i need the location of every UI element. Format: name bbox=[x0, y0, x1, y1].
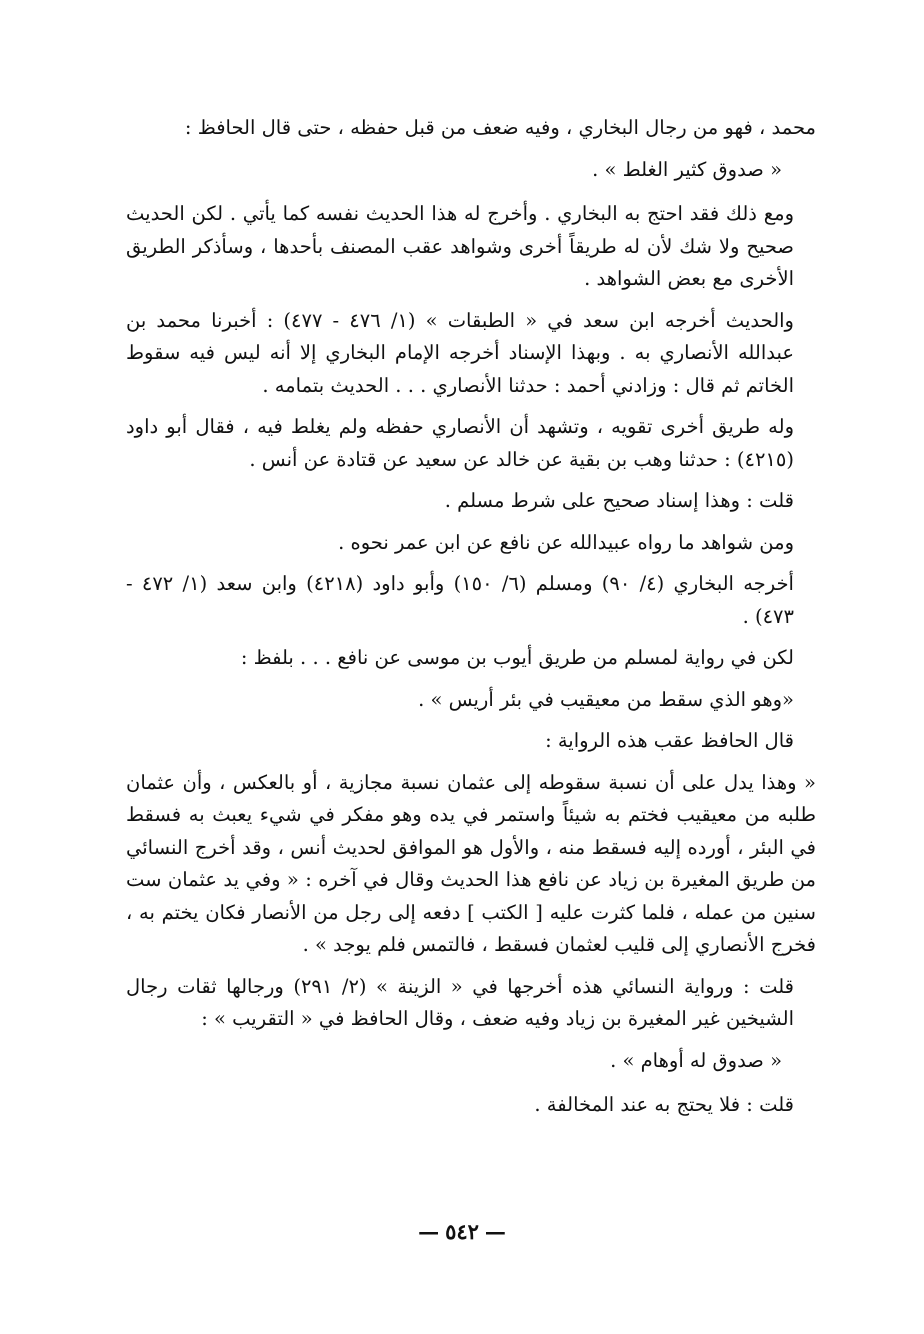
hafiz-quote-2: « صدوق له أوهام » . bbox=[610, 1048, 782, 1072]
paragraph-other-route: وله طريق أخرى تقويه ، وتشهد أن الأنصاري حفظه ولم يغلط فيه ، فقال أبو داود (٤٢١٥) : حدثنا وهب بن بقية عن خالد عن سعيد عن قتادة عن أنس . bbox=[126, 415, 794, 471]
paragraph-isnad-sahih: قلت : وهذا إسناد صحيح على شرط مسلم . bbox=[444, 489, 794, 512]
paragraph-conclusion: قلت : فلا يحتج به عند المخالفة . bbox=[534, 1093, 794, 1116]
paragraph-ibn-saad: والحديث أخرجه ابن سعد في « الطبقات » (١/ ٤٧٦ - ٤٧٧) : أخبرنا محمد بن عبدالله الأنصاري به . وبهذا الإسناد أخرجه الإمام البخاري إلا أنه ليس فيه سقوط الخاتم ثم قال : وزادني أحمد : حدثنا الأنصاري . . . الحديث بتمامه . bbox=[126, 308, 794, 397]
page-number-dash-left: — bbox=[484, 1219, 506, 1244]
paragraph-nasai-narration: قلت : ورواية النسائي هذه أخرجها في « الزينة » (٢/ ٢٩١) ورجالها ثقات رجال الشيخين غير المغيرة بن زياد وفيه ضعف ، وقال الحافظ في « التقريب » : bbox=[126, 974, 794, 1030]
paragraph-bukhari-note: ومع ذلك فقد احتج به البخاري . وأخرج له هذا الحديث نفسه كما يأتي . لكن الحديث صحيح ولا شك لأن له طريقاً أخرى وشواهد عقب المصنف بأحدها ، وسأذكر الطريق الأخرى مع بعض الشواهد . bbox=[126, 202, 794, 290]
hafiz-quote-1: « صدوق كثير الغلط » . bbox=[592, 157, 782, 181]
quote-bir-aris: «وهو الذي سقط من معيقيب في بئر أريس » . bbox=[418, 687, 794, 711]
paragraph-takhrij: أخرجه البخاري (٤/ ٩٠) ومسلم (٦/ ١٥٠) وأبو داود (٤٢١٨) وابن سعد (١/ ٤٧٢ - ٤٧٣) . bbox=[126, 572, 794, 628]
page-number-dash-right: — bbox=[418, 1219, 440, 1244]
page-number bbox=[0, 1219, 924, 1244]
page-body-text bbox=[126, 112, 816, 1131]
page-number-value: ٥٤٢ bbox=[445, 1219, 479, 1244]
paragraph-hafiz-says: قال الحافظ عقب هذه الرواية : bbox=[545, 729, 794, 752]
paragraph-continuation: محمد ، فهو من رجال البخاري ، وفيه ضعف من قبل حفظه ، حتى قال الحافظ : bbox=[184, 116, 816, 139]
paragraph-shawahid: ومن شواهد ما رواه عبيدالله عن نافع عن ابن عمر نحوه . bbox=[338, 530, 794, 554]
hafiz-long-quote: « وهذا يدل على أن نسبة سقوطه إلى عثمان نسبة مجازية ، أو بالعكس ، وأن عثمان طلبه من معيقيب فختم به شيئاً واستمر في يده وهو مفكر في شيء يعبث به فسقط في البئر ، أورده إليه فسقط منه ، والأول هو الموافق لحديث أنس ، وقد أخرج النسائي من طريق المغيرة بن زياد عن نافع هذا الحديث وقال في آخره : « وفي يد عثمان ست سنين من عمله ، فلما كثرت عليه [ الكتب ] دفعه إلى رجل من الأنصار فكان يختم به ، فخرج الأنصاري إلى قليب لعثمان فسقط ، فالتمس فلم يوجد » . bbox=[126, 770, 816, 956]
paragraph-muslim-narration: لكن في رواية لمسلم من طريق أيوب بن موسى عن نافع . . . بلفظ : bbox=[240, 646, 794, 669]
